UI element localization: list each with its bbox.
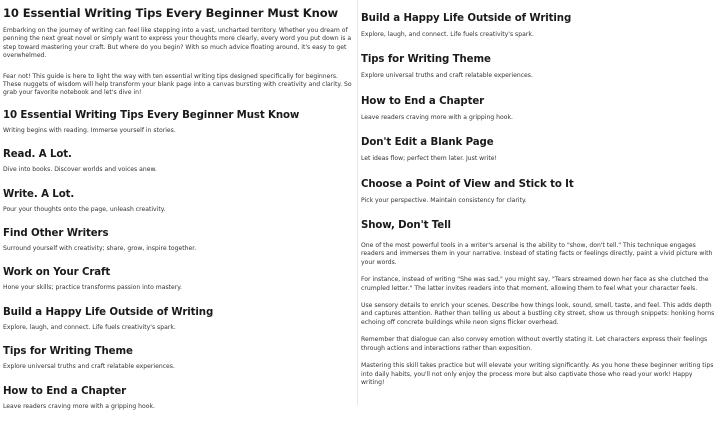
left-sections bbox=[3, 109, 355, 411]
column-divider bbox=[357, 0, 358, 405]
section-heading-happy-life: Build a Happy Life Outside of Writing bbox=[3, 306, 214, 318]
section-heading-theme: Tips for Writing Theme bbox=[3, 346, 133, 358]
section-heading-theme: Tips for Writing Theme bbox=[361, 54, 491, 66]
section-text-happy-life: Explore, laugh, and connect. Life fuels creativity's spark. bbox=[3, 323, 176, 331]
section-text-theme: Explore universal truths and craft relatable experiences. bbox=[3, 363, 175, 371]
section-heading-happy-life: Build a Happy Life Outside of Writing bbox=[361, 13, 572, 24]
section-text-happy-life: Explore, laugh, and connect. Life fuels creativity's spark. bbox=[361, 31, 534, 38]
section-text: Writing begins with reading. Immerse yourself in stories. bbox=[3, 126, 176, 134]
section-heading-find-writers: Find Other Writers bbox=[3, 228, 109, 240]
section-text-craft: Hone your skills; practice transforms passion into mastery. bbox=[3, 284, 182, 292]
intro-paragraph-1: Embarking on the journey of writing can feel like stepping into a vast, uncharted territory. Whether you dream of penning the next great novel or simply want to express your thoughts more clearly, every word you put down is a step toward mastering your craft. But where do you begin? With so much advice floating around, it's easy to get overwhelmed. bbox=[3, 27, 352, 60]
section-text-read: Dive into books. Discover worlds and voices anew. bbox=[3, 166, 157, 174]
section-text-theme: Explore universal truths and craft relatable experiences. bbox=[361, 72, 533, 80]
section-text-write: Pour your thoughts onto the page, unleash creativity. bbox=[3, 205, 166, 213]
section-heading-show-dont-tell: Show, Don't Tell bbox=[361, 220, 451, 232]
section-heading-craft: Work on Your Craft bbox=[3, 267, 111, 279]
section-text-blank-page: Let ideas flow; perfect them later. Just write! bbox=[361, 155, 497, 163]
show-paragraph-4: Remember that dialogue can also convey emotion without overtly stating it. Let characters express their feelings through actions and interactions rather than exposition. bbox=[361, 336, 708, 352]
section-heading-end-chapter: How to End a Chapter bbox=[361, 95, 485, 107]
page-title: 10 Essential Writing Tips Every Beginner Must Know bbox=[3, 6, 339, 20]
right-column bbox=[361, 0, 717, 396]
section-heading-point-of-view: Choose a Point of View and Stick to It bbox=[361, 178, 574, 190]
show-paragraph-5: Mastering this skill takes practice but will elevate your writing significantly. As you hone these beginner writing tips into daily habits, you'll not only enjoy the process more but also captivate those who read your work! Happy writing! bbox=[361, 362, 714, 386]
show-paragraph-3: Use sensory details to enrich your scenes. Describe how things look, sound, smell, taste, and feel. This adds depth and captures attention. Rather than telling us about a bustling city street, show us through snippets: honking horns echoing off concrete buildings while neon signs flicker overhead. bbox=[361, 302, 715, 326]
left-column bbox=[3, 0, 355, 424]
show-paragraph-2: For instance, instead of writing "She was sad," you might say, "Tears streamed down her face as she clutched the crumpled letter." The latter invites readers into that moment, allowing them to feel what your character feels. bbox=[361, 276, 709, 292]
section-heading-blank-page: Don't Edit a Blank Page bbox=[361, 137, 494, 149]
section-text-point-of-view: Pick your perspective. Maintain consistency for clarity. bbox=[361, 196, 527, 204]
right-sections bbox=[361, 12, 717, 205]
intro-paragraph-2: Fear not! This guide is here to light the way with ten essential writing tips designed specifically for beginners. These nuggets of wisdom will help transform your blank page into a canvas bursting with creativity and clarity. So grab your favorite notebook and let's dive in! bbox=[3, 72, 352, 97]
section-text-end-chapter: Leave readers craving more with a gripping hook. bbox=[361, 113, 513, 121]
section-heading-write: Write. A Lot. bbox=[3, 188, 75, 200]
section-text-find-writers: Surround yourself with creativity; share, grow, inspire together. bbox=[3, 245, 197, 253]
section-text-end-chapter: Leave readers craving more with a gripping hook. bbox=[3, 402, 155, 410]
show-dont-tell-section bbox=[361, 219, 717, 387]
section-heading-end-chapter: How to End a Chapter bbox=[3, 385, 127, 397]
section-heading: 10 Essential Writing Tips Every Beginner Must Know bbox=[3, 109, 300, 121]
section-heading-read: Read. A Lot. bbox=[3, 149, 72, 161]
show-paragraph-1: One of the most powerful tools in a writer's arsenal is the ability to "show, don't tell." This technique engages readers and immerses them in your narrative. Instead of stating facts or feelings directly, paint a vivid picture with your words. bbox=[361, 242, 713, 266]
